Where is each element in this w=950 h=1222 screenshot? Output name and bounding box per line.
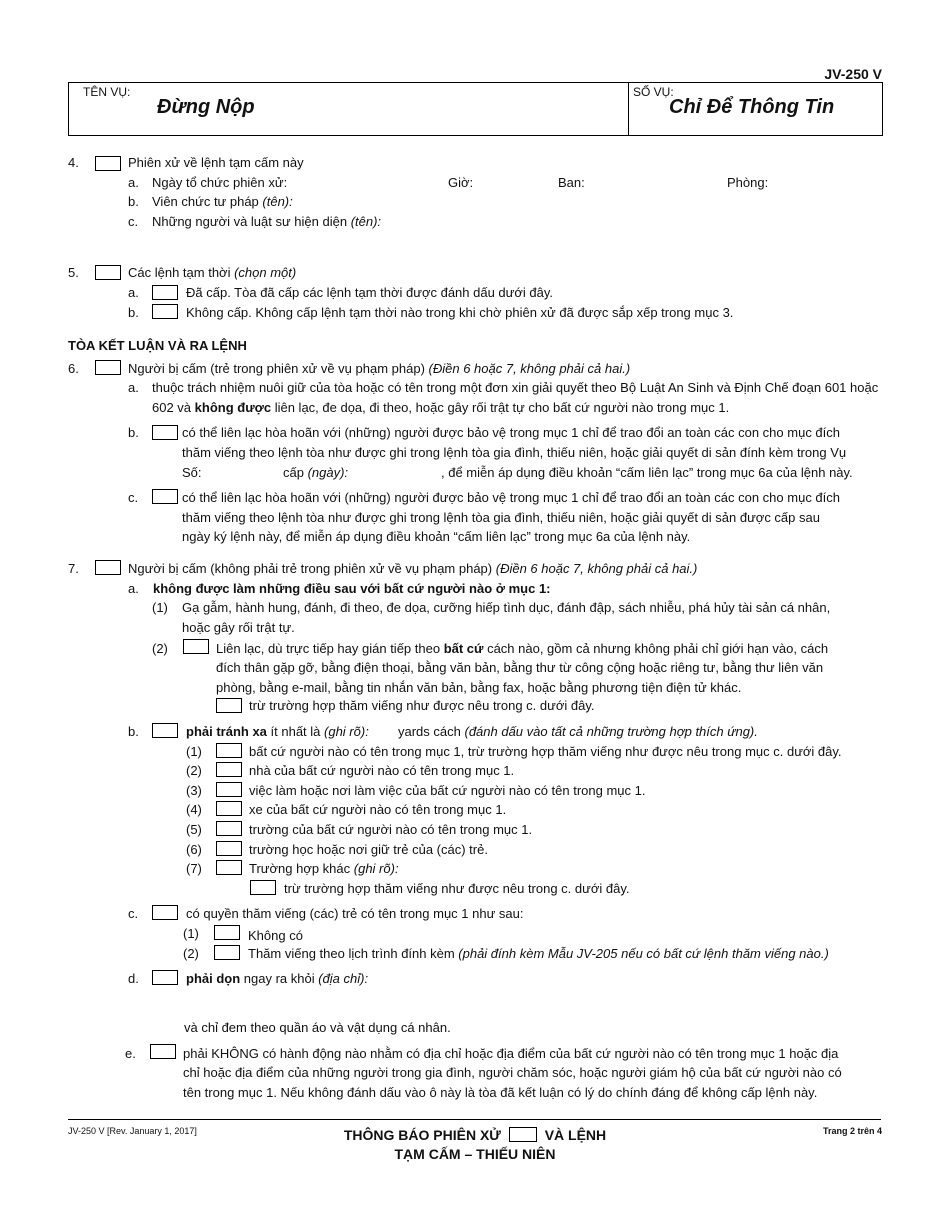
sub-number: (4): [186, 802, 202, 817]
sub-label: a.: [128, 380, 139, 395]
sub-label: b.: [128, 724, 139, 739]
temporary-orders-title: Các lệnh tạm thời (chọn một): [128, 265, 297, 280]
sub-label: c.: [128, 906, 139, 921]
visitation-schedule-checkbox[interactable]: [214, 945, 240, 960]
stay-away-other-text: Trường hợp khác (ghi rõ):: [249, 861, 399, 876]
stay-away-person-checkbox[interactable]: [216, 743, 242, 758]
sub-label: a.: [128, 581, 139, 596]
sub-number: (2): [186, 763, 202, 778]
visitation-none-text: Không có: [248, 928, 303, 943]
item7a-title: không được làm những điều sau với bất cứ người nào ở mục 1:: [153, 581, 551, 596]
stay-away-exception-checkbox[interactable]: [250, 880, 276, 895]
move-out-title: phải dọn ngay ra khỏi (địa chỉ):: [186, 971, 369, 986]
stay-away-other-checkbox[interactable]: [216, 860, 242, 875]
stay-away-home-checkbox[interactable]: [216, 762, 242, 777]
footer-title-checkbox[interactable]: [509, 1127, 537, 1142]
restrained-child-title: Người bị cấm (trẻ trong phiên xử về vụ phạm pháp) (Điền 6 hoặc 7, không phải cả hai.): [128, 361, 631, 376]
sub-number: (1): [186, 744, 202, 759]
hearing-date-label: Ngày tổ chức phiên xử:: [152, 175, 288, 190]
item7a2-line3: phòng, bằng e-mail, bằng tin nhắn văn bản, bằng fax, hoặc bằng phương tiện điện tử khác.: [216, 680, 742, 695]
denied-checkbox[interactable]: [152, 304, 178, 319]
item6b-line2: thăm viếng theo lệnh tòa như được ghi trong lệnh tòa gia đình, thiếu niên, hoặc giải quyết di sản đính kèm trong Vụ: [182, 445, 847, 460]
footer-divider: [68, 1119, 881, 1120]
item7b-yards: yards cách (đánh dấu vào tất cả những trường hợp thích ứng).: [398, 724, 758, 739]
form-number: JV-250 V: [824, 66, 882, 82]
sub-number: (5): [186, 822, 202, 837]
item-number: 6.: [68, 361, 79, 376]
hearing-time-label: Giờ:: [448, 175, 474, 190]
case-name-label: TÊN VỤ:: [83, 85, 131, 99]
footer-title: [0, 1127, 950, 1143]
sub-number: (1): [183, 926, 199, 941]
sub-number: (2): [152, 641, 168, 656]
hearing-dept-label: Ban:: [558, 175, 585, 190]
item7e-line3: tên trong mục 1. Nếu không đánh dấu vào ô này là tòa đã kết luận có lý do chính đáng để không cấp lệnh này.: [183, 1085, 818, 1100]
granted-text: Đã cấp. Tòa đã cấp các lệnh tạm thời được đánh dấu dưới đây.: [186, 285, 553, 300]
item7b-title: phải tránh xa ít nhất là (ghi rõ):: [186, 724, 369, 739]
stay-away-person-text: bất cứ người nào có tên trong mục 1, trừ trường hợp thăm viếng như được nêu trong mục c. dưới đây.: [249, 744, 842, 759]
sub-label: b.: [128, 425, 139, 440]
hearing-title: Phiên xử về lệnh tạm cấm này: [128, 155, 304, 170]
restrained-child-checkbox[interactable]: [95, 360, 121, 375]
sub-label: b.: [128, 305, 139, 320]
item7e-line2: chỉ hoặc địa điểm của những người trong gia đình, người chăm sóc, hoặc người giám hộ của bất cứ người nào có: [183, 1065, 842, 1080]
sub-label: c.: [128, 490, 139, 505]
item-number: 4.: [68, 155, 79, 170]
no-location-checkbox[interactable]: [150, 1044, 176, 1059]
granted-checkbox[interactable]: [152, 285, 178, 300]
move-out-line2: và chỉ đem theo quần áo và vật dụng cá nhân.: [184, 1020, 451, 1035]
item7a2-line1: Liên lạc, dù trực tiếp hay gián tiếp theo bất cứ cách nào, gồm cả nhưng không phải chỉ giới hạn vào, cách: [216, 641, 829, 656]
case-header-box: [68, 82, 883, 136]
sub-number: (3): [186, 783, 202, 798]
item6a-line1: thuộc trách nhiệm nuôi giữ của tòa hoặc có tên trong một đơn xin giải quyết theo Bộ Luật An Sinh và Định Chế đoạn 601 hoặc: [152, 380, 879, 395]
issued-date-label: cấp (ngày):: [283, 465, 349, 480]
stay-away-vehicle-text: xe của bất cứ người nào có tên trong mục 1.: [249, 802, 507, 817]
stay-away-school-text: trường của bất cứ người nào có tên trong mục 1.: [249, 822, 533, 837]
peaceful-contact-checkbox[interactable]: [152, 425, 178, 440]
stay-away-childcare-checkbox[interactable]: [216, 841, 242, 856]
stay-away-work-checkbox[interactable]: [216, 782, 242, 797]
item6c-line1: có thể liên lạc hòa hoãn với (những) người được bảo vệ trong mục 1 chỉ để trao đổi an toàn các con cho mục đích: [182, 490, 840, 505]
judicial-officer-label: Viên chức tư pháp (tên):: [152, 194, 293, 209]
present-persons-label: Những người và luật sư hiện diện (tên):: [152, 214, 382, 229]
sub-number: (6): [186, 842, 202, 857]
restrained-adult-title: Người bị cấm (không phải trẻ trong phiên xử về vụ phạm pháp) (Điền 6 hoặc 7, không phải cả hai.): [128, 561, 698, 576]
sub-label: a.: [128, 175, 139, 190]
header-divider: [628, 83, 629, 135]
stay-away-vehicle-checkbox[interactable]: [216, 801, 242, 816]
sub-label: e.: [125, 1046, 136, 1061]
footer-title-end: VÀ LỆNH: [544, 1127, 607, 1143]
item7a2-exception: trừ trường hợp thăm viếng như được nêu trong c. dưới đây.: [249, 698, 595, 713]
item-number: 7.: [68, 561, 79, 576]
peaceful-contact-later-checkbox[interactable]: [152, 489, 178, 504]
sub-number: (1): [152, 600, 168, 615]
item6c-line3: ngày ký lệnh này, để miễn áp dụng điều khoản “cấm liên lạc” trong mục 6a của lệnh này.: [182, 529, 691, 544]
stay-away-checkbox[interactable]: [152, 723, 178, 738]
item6a-line2: 602 và không được liên lạc, đe dọa, đi theo, hoặc gây rối trật tự cho bất cứ người nào trong mục 1.: [152, 400, 730, 415]
sub-label: b.: [128, 194, 139, 209]
sub-label: c.: [128, 214, 139, 229]
sub-label: d.: [128, 971, 139, 986]
temporary-orders-checkbox[interactable]: [95, 265, 121, 280]
stay-away-childcare-text: trường học hoặc nơi giữ trẻ của (các) trẻ.: [249, 842, 488, 857]
footer-title-start: THÔNG BÁO PHIÊN XỬ: [343, 1127, 501, 1143]
item6c-line2: thăm viếng theo lệnh tòa như được ghi trong lệnh tòa gia đình, thiếu niên, hoặc giải quyết di sản được cấp sau: [182, 510, 820, 525]
visitation-none-checkbox[interactable]: [214, 925, 240, 940]
visitation-title: có quyền thăm viếng (các) trẻ có tên trong mục 1 như sau:: [186, 906, 524, 921]
item7a2-line2: đích thân gặp gỡ, bằng điện thoại, bằng văn bản, bằng thư từ công cộng hoặc riêng tư, bằng thư liên văn: [216, 660, 824, 675]
hearing-room-label: Phòng:: [727, 175, 769, 190]
item7a1-line1: Gạ gẫm, hành hung, đánh, đi theo, đe dọa, cưỡng hiếp tình dục, đánh đập, sách nhiễu, phá hủy tài sản cá nhân,: [182, 600, 831, 615]
visitation-checkbox[interactable]: [152, 905, 178, 920]
item7e-line1: phải KHÔNG có hành động nào nhằm có địa chỉ hoặc địa điểm của bất cứ người nào có tên trong mục 1 hoặc địa: [183, 1046, 839, 1061]
item6b-line1: có thể liên lạc hòa hoãn với (những) người được bảo vệ trong mục 1 chỉ để trao đổi an toàn các con cho mục đích: [182, 425, 840, 440]
restrained-adult-checkbox[interactable]: [95, 560, 121, 575]
footer-subtitle: TẠM CẤM – THIẾU NIÊN: [394, 1146, 556, 1162]
stay-away-home-text: nhà của bất cứ người nào có tên trong mục 1.: [249, 763, 515, 778]
page-number: Trang 2 trên 4: [822, 1126, 882, 1136]
hearing-checkbox[interactable]: [95, 156, 121, 171]
item6b-line3-rest: , để miễn áp dụng điều khoản “cấm liên lạc” trong mục 6a của lệnh này.: [441, 465, 853, 480]
case-number-label: SỐ VỤ:: [633, 85, 674, 99]
stay-away-school-checkbox[interactable]: [216, 821, 242, 836]
visitation-schedule-text: Thăm viếng theo lịch trình đính kèm (phải đính kèm Mẫu JV-205 nếu có bất cứ lệnh thăm viếng nào.): [248, 946, 829, 961]
stay-away-work-text: việc làm hoặc nơi làm việc của bất cứ người nào có tên trong mục 1.: [249, 783, 646, 798]
no-contact-checkbox[interactable]: [183, 639, 209, 654]
case-number-field[interactable]: Chỉ Để Thông Tin: [669, 96, 835, 118]
move-out-checkbox[interactable]: [152, 970, 178, 985]
stay-away-exception-text: trừ trường hợp thăm viếng như được nêu trong c. dưới đây.: [284, 881, 630, 896]
case-number-label: Số:: [182, 465, 202, 480]
sub-label: a.: [128, 285, 139, 300]
item-number: 5.: [68, 265, 79, 280]
sub-number: (7): [186, 861, 202, 876]
visitation-exception-checkbox[interactable]: [216, 698, 242, 713]
section-title: TÒA KẾT LUẬN VÀ RA LỆNH: [68, 338, 247, 353]
revision-label: JV-250 V [Rev. January 1, 2017]: [68, 1126, 197, 1136]
case-name-field[interactable]: Đừng Nộp: [157, 96, 255, 118]
denied-text: Không cấp. Không cấp lệnh tạm thời nào trong khi chờ phiên xử đã được sắp xếp trong mục 3.: [186, 305, 734, 320]
item7a1-line2: hoặc gây rối trật tự.: [182, 620, 295, 635]
sub-number: (2): [183, 946, 199, 961]
